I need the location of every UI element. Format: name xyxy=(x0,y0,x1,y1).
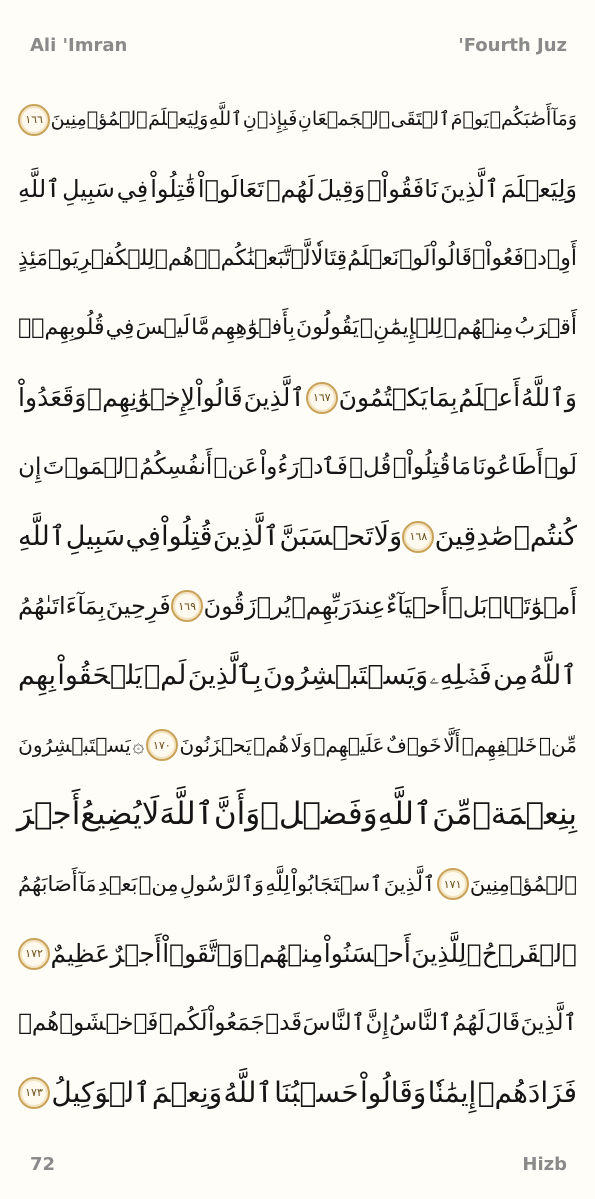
word: جَمَعُواْ xyxy=(207,1009,265,1036)
word: قَالُواْ xyxy=(195,383,243,413)
word: وَٱتَّقَوۡاْ xyxy=(162,939,244,969)
word: ٱللَّهُ xyxy=(223,1075,273,1109)
word: بِنِعۡمَةٖ xyxy=(472,796,577,833)
word: يَسۡتَبۡشِرُونَ xyxy=(18,733,131,758)
word: إِيمَٰنٗا xyxy=(427,1075,477,1109)
ayah-number-marker: ١٦٧ xyxy=(306,382,338,414)
word: ٱلۡمُؤۡمِنِينَ xyxy=(469,871,577,896)
word: وَٱللَّهُ xyxy=(520,383,577,413)
word: يَلۡحَقُواْ xyxy=(57,660,143,692)
word: وَمَآ xyxy=(551,108,577,131)
word: يُضِيعُ xyxy=(80,796,142,833)
word: لَوۡ xyxy=(544,453,577,480)
word: بِمَآ xyxy=(77,592,106,621)
word: أَمۡوَٰتَۢاۚ xyxy=(487,592,577,621)
word: تَحۡسَبَنَّ xyxy=(279,521,374,553)
word: عَنۡ xyxy=(213,453,259,480)
word: لَا xyxy=(141,796,160,833)
text-line xyxy=(18,224,577,294)
surah-name: Ali 'Imran xyxy=(30,34,128,56)
word: لِلۡكُفۡرِ xyxy=(78,245,155,271)
word: لَوۡ xyxy=(399,245,431,271)
word: فَضۡلِهِۦ xyxy=(429,660,492,692)
word: بِهِم xyxy=(18,660,56,692)
word: بِمَا xyxy=(428,383,458,413)
word: ٱلۡوَكِيلُ xyxy=(51,1075,151,1109)
page-number: 72 xyxy=(30,1153,56,1175)
word: قَدۡ xyxy=(265,1009,303,1036)
word: ٱلۡمَوۡتَ xyxy=(42,453,138,480)
word: وَلَا xyxy=(373,521,403,553)
word: لَهُمُ xyxy=(452,1009,485,1036)
word: يَحۡزَنُونَ xyxy=(179,733,252,758)
word: وَقَعَدُواْ xyxy=(18,383,87,413)
text-line xyxy=(18,572,577,642)
word: عَظِيمٌ xyxy=(50,939,111,969)
word: أَحۡيَآءٌ xyxy=(386,592,448,621)
word: لِلۡإِيمَٰنِۚ xyxy=(359,315,443,341)
word: قُتِلُواْۗ xyxy=(392,453,451,480)
word: ٱلَّذِينَ xyxy=(243,383,305,413)
text-line xyxy=(18,155,577,225)
word: ٱللَّهِ xyxy=(18,175,61,204)
text-line xyxy=(18,780,577,850)
word: قُتِلُواْ xyxy=(161,521,213,553)
word: أَصَابَهُمُ xyxy=(18,871,78,896)
word: فَٱخۡشَوۡهُمۡ xyxy=(18,1009,159,1036)
word: أَقۡرَبُ xyxy=(514,315,577,341)
word: حَسۡبُنَا xyxy=(274,1075,359,1109)
word: ٱلنَّاسُ xyxy=(389,1009,452,1036)
word: هُمۡ xyxy=(154,245,195,271)
word: ٱلۡجَمۡعَانِ xyxy=(297,108,391,131)
word: لِلَّهِ xyxy=(265,871,290,896)
word: سَبِيلِ xyxy=(62,175,115,204)
ayah-number-marker: ١٧٢ xyxy=(18,938,50,970)
word: ٱلَّذِينَ xyxy=(383,871,436,896)
word: كُنتُمۡ xyxy=(513,521,577,553)
word: يَكۡتُمُونَ xyxy=(338,383,428,413)
word: ءَاتَىٰهُمُ xyxy=(18,592,77,621)
word: ٱلۡتَقَى xyxy=(390,108,451,131)
word: لَكُمۡ xyxy=(158,1009,208,1036)
word: ٱلۡمُؤۡمِنِينَ xyxy=(50,108,148,131)
word: فِي xyxy=(105,315,135,341)
word: ٱللَّهِ xyxy=(377,796,433,833)
word: ٱلَّذِينَ xyxy=(440,175,500,204)
word: إِنَّ xyxy=(365,1009,389,1036)
word: يَقُولُونَ xyxy=(296,315,359,341)
word: وَيَسۡتَبۡشِرُونَ xyxy=(262,660,429,692)
word: وَلِيَعۡلَمَ xyxy=(148,108,209,131)
text-line xyxy=(18,502,577,572)
word: مِنۡهُمۡ xyxy=(244,939,324,969)
word: ٱلنَّاسَ xyxy=(302,1009,366,1036)
text-line xyxy=(18,989,577,1059)
word: وَٱلرَّسُولِ xyxy=(179,871,264,896)
text-line xyxy=(18,919,577,989)
word: مَا xyxy=(451,453,471,480)
word: يُرۡزَقُونَ xyxy=(203,592,291,621)
word: بِٱلَّذِينَ xyxy=(187,660,262,692)
word: بَلۡ xyxy=(448,592,488,621)
quran-text xyxy=(18,85,577,1128)
word: أَعۡلَمُ xyxy=(458,383,521,413)
ayah-number-marker: ١٧٠ xyxy=(146,729,178,761)
text-line xyxy=(18,433,577,503)
word: أَنفُسِكُمُ xyxy=(139,453,213,480)
word: سَبِيلِ xyxy=(65,521,126,553)
word: وَلَا xyxy=(290,733,312,758)
word: هُمۡ xyxy=(253,733,290,758)
word: ٱدۡفَعُواْۖ xyxy=(472,245,561,271)
word: بَعۡدِ xyxy=(97,871,138,896)
ayah-number-marker: ١٦٩ xyxy=(171,590,203,622)
word: فَٱدۡرَءُواْ xyxy=(259,453,348,480)
word: أَلَّا xyxy=(443,733,461,758)
hizb-label: Hizb xyxy=(522,1153,567,1175)
juz-label: 'Fourth Juz xyxy=(458,34,567,56)
word: وَنِعۡمَ xyxy=(151,1075,223,1109)
word: وَفَضۡلٖ xyxy=(260,796,378,833)
word: ٱسۡتَجَابُواْ xyxy=(291,871,383,896)
word: قَالَ xyxy=(485,1009,521,1036)
word: نَافَقُواْۚ xyxy=(367,175,439,204)
word: فَزَادَهُمۡ xyxy=(477,1075,577,1109)
word: لَيۡسَ xyxy=(135,315,191,341)
hizb-star-icon: ۞ xyxy=(132,733,145,758)
word: فِي xyxy=(116,175,149,204)
word: وَقِيلَ xyxy=(316,175,366,204)
word: مَآ xyxy=(78,871,97,896)
word: وَأَنَّ xyxy=(213,796,261,833)
word: لِلَّذِينَ xyxy=(411,939,467,969)
ayah-number-marker: ١٦٨ xyxy=(402,521,434,553)
word: قَٰتِلُواْ xyxy=(150,175,196,204)
word: ٱللَّهِ xyxy=(208,108,243,131)
word: يَوۡمَ xyxy=(450,108,489,131)
word: ٱللَّهُ xyxy=(529,660,577,692)
word: لَهُمۡ xyxy=(266,175,315,204)
word: ٱللَّهَ xyxy=(159,796,214,833)
word: وَقَالُواْ xyxy=(360,1075,427,1109)
word: مِنۢ xyxy=(138,871,179,896)
word: وَلِيَعۡلَمَ xyxy=(500,175,577,204)
word: ٱلَّذِينَ xyxy=(212,521,280,553)
word: رَبِّهِمۡ xyxy=(291,592,352,621)
word: أَطَاعُونَا xyxy=(472,453,543,480)
word: أَوِ xyxy=(560,245,577,271)
text-line xyxy=(18,85,577,155)
word: قُلۡ xyxy=(349,453,392,480)
word: عِندَ xyxy=(351,592,386,621)
word: مِنۡهُمۡ xyxy=(443,315,514,341)
word: نَعۡلَمُ xyxy=(347,245,400,271)
word: أَصَٰبَكُمۡ xyxy=(489,108,552,131)
word: ٱللَّهِ xyxy=(18,521,66,553)
word: ٱلَّذِينَ xyxy=(520,1009,577,1036)
text-line xyxy=(18,641,577,711)
word: مِّنۡ xyxy=(539,733,577,758)
word: فَرِحِينَ xyxy=(105,592,171,621)
word: لِإِخۡوَٰنِهِمۡ xyxy=(87,383,195,413)
ayah-number-marker: ١٧٣ xyxy=(18,1077,50,1109)
text-line xyxy=(18,711,577,781)
page-footer xyxy=(30,1151,567,1177)
text-line xyxy=(18,363,577,433)
word: إِن xyxy=(18,453,42,480)
word: قُلُوبِهِمۡۚ xyxy=(18,315,105,341)
word: يَوۡمَئِذٍ xyxy=(18,245,79,271)
word: مَّا xyxy=(191,315,210,341)
word: عَلَيۡهِمۡ xyxy=(313,733,385,758)
word: خَلۡفِهِمۡ xyxy=(461,733,538,758)
ayah-number-marker: ١٦٦ xyxy=(18,104,50,136)
text-line xyxy=(18,850,577,920)
word: أَحۡسَنُواْ xyxy=(323,939,411,969)
word: أَجۡرٌ xyxy=(110,939,162,969)
word: فِي xyxy=(125,521,161,553)
word: مِن xyxy=(493,660,529,692)
word: لَّٱتَّبَعۡنَٰكُمۡۗ xyxy=(194,245,311,271)
word: بِأَفۡوَٰهِهِم xyxy=(210,315,295,341)
ayah-number-marker: ١٧١ xyxy=(437,868,469,900)
text-line xyxy=(18,294,577,364)
text-line xyxy=(18,1058,577,1128)
word: قَالُواْ xyxy=(430,245,473,271)
word: صَٰدِقِينَ xyxy=(434,521,514,553)
word: أَجۡرَ xyxy=(16,796,81,833)
word: خَوۡفٌ xyxy=(386,733,442,758)
word: لَمۡ xyxy=(143,660,187,692)
page-header xyxy=(30,30,567,60)
word: مِّنَ xyxy=(432,796,473,833)
word: ٱلۡقَرۡحُۚ xyxy=(466,939,577,969)
word: فَبِإِذۡنِ xyxy=(242,108,298,131)
word: تَعَالَوۡاْ xyxy=(197,175,265,204)
word: قِتَالٗا xyxy=(310,245,348,271)
